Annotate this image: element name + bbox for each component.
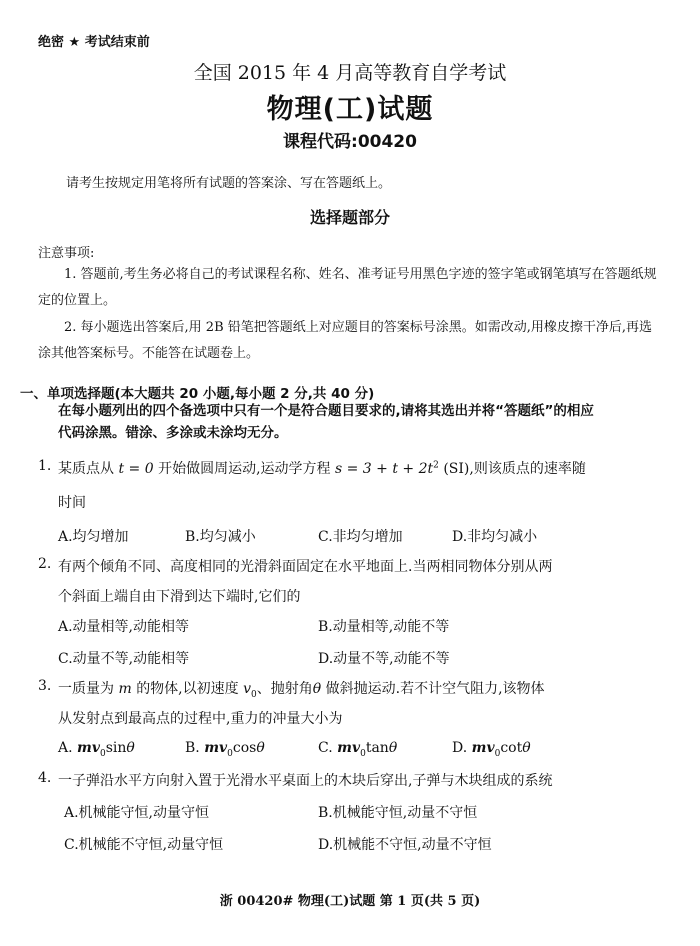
part-title: 选择题部分 <box>309 208 390 227</box>
exam-title: 全国 2015 年 4 月高等教育自学考试 <box>193 62 507 84</box>
course-code: 课程代码:00420 <box>283 132 417 152</box>
option-c: C.非均匀增加 <box>318 529 403 545</box>
option-b: B.均匀减小 <box>185 529 256 545</box>
option-d: D.非均匀减小 <box>452 529 538 545</box>
notice-item: 2. 每小题选出答案后,用 2B 铅笔把答题纸上对应题目的答案标号涂黑。如需改动,用橡皮擦干净后,再选涂其他答案标号。不能答在试题卷上。 <box>38 320 653 361</box>
question-number: 1. <box>38 458 52 474</box>
question-stem-cont: 时间 <box>58 495 86 511</box>
notice-heading: 注意事项: <box>38 246 95 261</box>
question-stem: 有两个倾角不同、高度相同的光滑斜面固定在水平地面上.当两相同物体分别从两 <box>58 559 553 575</box>
page-footer: 浙 00420# 物理(工)试题 第 1 页(共 5 页) <box>219 894 481 909</box>
option-b: B.机械能守恒,动量不守恒 <box>318 805 478 821</box>
question-number: 3. <box>38 678 52 694</box>
exam-instruction: 请考生按规定用笔将所有试题的答案涂、写在答题纸上。 <box>66 176 392 191</box>
option-b: B.动量相等,动能不等 <box>318 619 450 635</box>
option-b: B. $mv_0\cos\theta$ <box>185 740 265 759</box>
option-c: C. $mv_0\tan\theta$ <box>318 740 398 759</box>
option-d: D. $mv_0\cot\theta$ <box>452 740 531 759</box>
question-stem: 一子弹沿水平方向射入置于光滑水平桌面上的木块后穿出,子弹与木块组成的系统 <box>58 773 553 789</box>
subject-title: 物理(工)试题 <box>266 94 434 125</box>
question-stem-cont: 从发射点到最高点的过程中,重力的冲量大小为 <box>58 711 343 727</box>
option-a: A.机械能守恒,动量守恒 <box>64 805 210 821</box>
question-stem: 某质点从 t = 0 开始做圆周运动,运动学方程 $s = 3 + t + 2t^2$ (SI),则该质点的速率随 <box>58 460 586 477</box>
option-a: A.均匀增加 <box>58 529 129 545</box>
notice-item: 1. 答题前,考生务必将自己的考试课程名称、姓名、准考证号用黑色字迹的签字笔或钢笔填写在答题纸规定的位置上。 <box>38 267 657 308</box>
option-c: C.机械能不守恒,动量守恒 <box>64 837 224 853</box>
option-d: D.机械能不守恒,动量不守恒 <box>318 837 492 853</box>
question-stem-cont: 个斜面上端自由下滑到达下端时,它们的 <box>58 589 301 605</box>
option-d: D.动量不等,动能不等 <box>318 651 450 667</box>
question-number: 2. <box>38 556 52 572</box>
confidential-mark: 绝密 ★ 考试结束前 <box>38 35 150 50</box>
option-a: A. $mv_0\sin\theta$ <box>58 740 135 759</box>
option-c: C.动量不等,动能相等 <box>58 651 190 667</box>
section-heading: 一、单项选择题(本大题共 20 小题,每小题 2 分,共 40 分) <box>20 386 375 402</box>
option-a: A.动量相等,动能相等 <box>58 619 190 635</box>
section-description: 在每小题列出的四个备选项中只有一个是符合题目要求的,请将其选出并将“答题纸”的相应代码涂黑。错涂、多涂或未涂均无分。 <box>58 403 594 441</box>
question-stem: 一质量为 m 的物体,以初速度 $v_0$、抛射角θ 做斜抛运动.若不计空气阻力,该物体 <box>58 681 545 700</box>
question-number: 4. <box>38 770 52 786</box>
